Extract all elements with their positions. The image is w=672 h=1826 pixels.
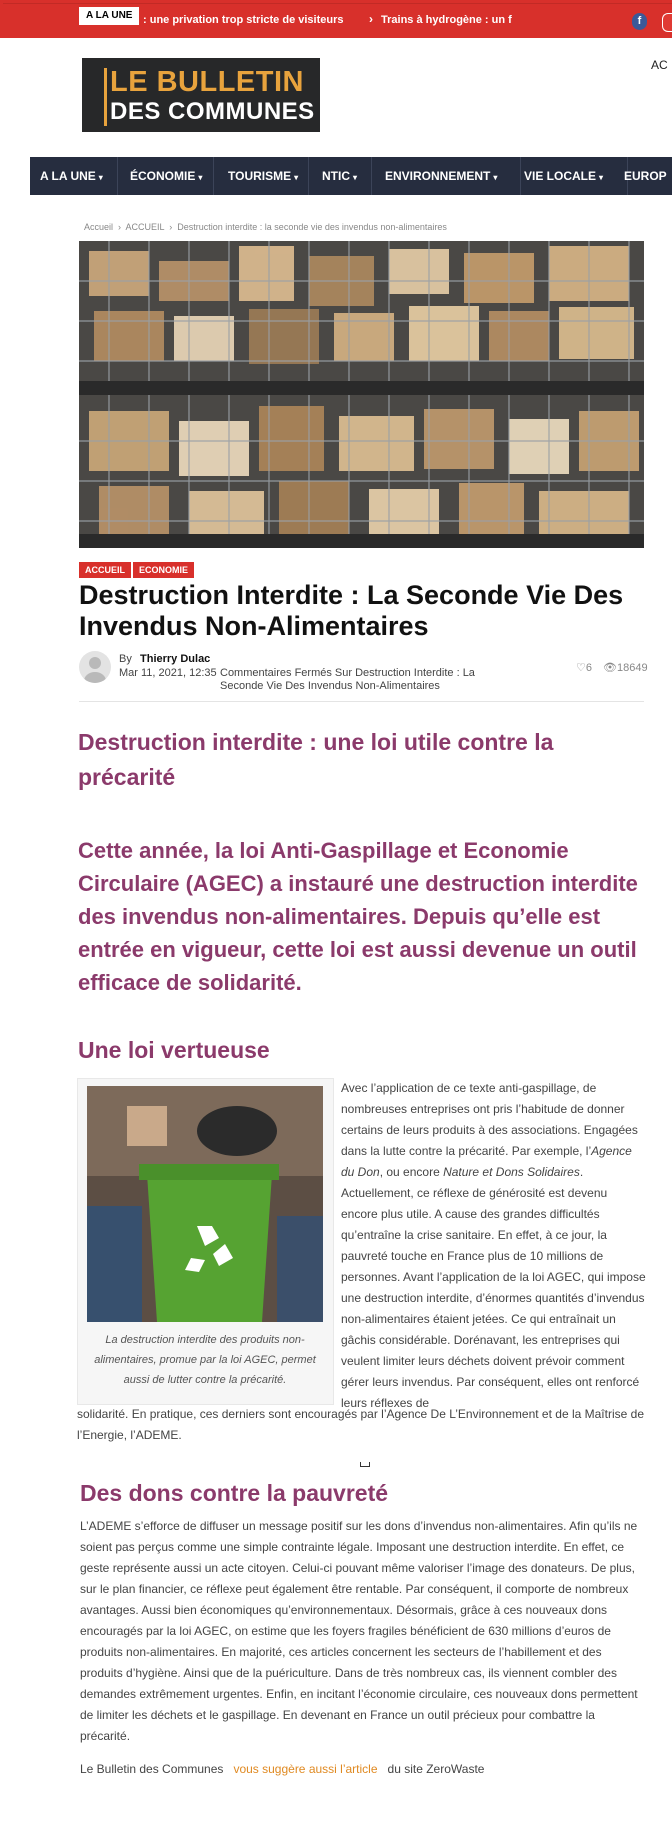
related-suffix: du site ZeroWaste xyxy=(387,1762,485,1776)
hero-illustration xyxy=(79,241,644,548)
breadcrumb-current: Destruction interdite : la seconde vie des invendus non-alimentaires xyxy=(177,222,447,232)
paragraph-loi-vertueuse-end: solidarité. En pratique, ces derniers sont encouragés par l’Agence De L’Environnement et de la Maîtrise de l’Energie, l’ADEME. xyxy=(77,1407,644,1442)
nav-item-vie-locale[interactable] xyxy=(524,157,603,195)
views-count: 18649 xyxy=(616,662,648,674)
paragraph-emphasis: Nature et Dons Solidaires xyxy=(443,1165,580,1179)
likes-count: 6 xyxy=(585,662,592,674)
nav-divider xyxy=(308,157,309,195)
paragraph-loi-vertueuse xyxy=(341,1078,646,1414)
meta-divider xyxy=(79,701,644,702)
nav-item-economie[interactable] xyxy=(130,157,202,195)
nav-item-europe[interactable] xyxy=(624,157,667,195)
meta-by-label: By xyxy=(119,653,132,665)
paragraph-emphasis: Agence du Don xyxy=(341,1144,632,1179)
comments-status: Commentaires Fermés Sur Destruction Interdite : La Seconde Vie Des Invendus Non-Alimentaires xyxy=(220,667,475,692)
publish-date: Mar 11, 2021, 12:35 xyxy=(119,667,217,679)
nav-item-a-la-une[interactable] xyxy=(40,157,103,195)
breadcrumb-separator-icon: › xyxy=(166,222,175,232)
nav-label: EUROP xyxy=(624,169,667,183)
nav-divider xyxy=(213,157,214,195)
nav-label: TOURISME xyxy=(228,169,292,183)
nav-divider xyxy=(371,157,372,195)
nav-item-environnement[interactable] xyxy=(385,157,497,195)
related-prefix: Le Bulletin des Communes xyxy=(80,1762,224,1776)
heart-icon: ♡ xyxy=(576,662,586,674)
paragraph-des-dons: L’ADEME s’efforce de diffuser un message positif sur les dons d’invendus non-alimentaires. Afin qu’ils ne soient pas perçus comme une simple contrainte légale. Imposant une destruction interdite. En effet, ce geste représente aussi un acte citoyen. Celui-ci pouvant même valoriser l’image des donateurs. De plus, sur le plan financier, ce réflexe peut également être rentable. Par conséquent, il comporte de nombreux avantages. Aussi bien économiques qu’environnementaux. Désormais, grâce à ces nouveaux dons encouragés par la loi AGEC, on estime que les foyers fragiles bénéficient de 630 millions d’euros de produits non-alimentaires. En majorité, ces articles concernent les secteurs de l’habillement et des produits d’hygiène. Ainsi que de la puériculture. Dans de très nombreux cas, ils viennent combler des demandes extrêmement urgentes. Enfin, en incitant l’économie circulaire, ces nouveaux dons permettent de limiter les déchets et le gaspillage. En devenant en France un outil précieux pour combattre la précarité. xyxy=(80,1519,638,1743)
breadcrumb-home[interactable]: Accueil xyxy=(84,222,114,232)
nav-label: NTIC xyxy=(322,169,350,183)
related-article-line xyxy=(80,1762,484,1776)
chevron-down-icon: ▾ xyxy=(599,173,604,182)
article-title: Destruction Interdite : La Seconde Vie Des Invendus Non-Alimentaires xyxy=(79,580,624,641)
heading-des-dons: Des dons contre la pauvreté xyxy=(80,1480,389,1506)
logo-divider xyxy=(104,68,107,126)
nav-label: VIE LOCALE xyxy=(524,169,597,183)
category-badge-economie[interactable]: ECONOMIE xyxy=(133,562,194,578)
paragraph-text: Avec l’application de ce texte anti-gaspillage, de nombreuses entreprises ont pris l’habitude de donner certains de leurs produits à des associations. Engagées dans la lutte contre la précarité. Par exemple, l’ xyxy=(341,1081,638,1158)
article-lead: Cette année, la loi Anti-Gaspillage et Economie Circulaire (AGEC) a instauré une destruction interdite des invendus non-alimentaires. Depuis qu’elle est entrée en vigueur, cette loi est aussi devenue un outil efficace de solidarité. xyxy=(78,838,638,995)
youtube-icon[interactable] xyxy=(662,13,672,32)
paragraph-text: , ou encore xyxy=(379,1165,444,1179)
author-name[interactable]: Thierry Dulac xyxy=(140,653,211,665)
nav-divider xyxy=(520,157,521,195)
chevron-right-icon: › xyxy=(369,12,373,26)
category-badge-accueil[interactable]: ACCUEIL xyxy=(79,562,131,578)
related-article-link[interactable]: vous suggère aussi l’article xyxy=(233,1762,378,1776)
ticker-badge: A LA UNE xyxy=(79,7,139,25)
user-icon xyxy=(79,651,111,683)
ticker-headline-2[interactable]: Trains à hydrogène : un f xyxy=(381,14,512,26)
logo-title-line1: LE BULLETIN xyxy=(110,66,304,98)
nav-item-tourisme[interactable] xyxy=(228,157,298,195)
nav-label: A LA UNE xyxy=(40,169,96,183)
ticker-headline-1[interactable]: : une privation trop stricte de visiteurs xyxy=(143,14,344,26)
paragraph-text: . Actuellement, ce réflexe de générosité est devenu encore plus utile. A cause des grandes difficultés qu’entraîne la crise sanitaire. En effet, à ce jour, la pauvreté touche en France plus de 10 millions de personnes. Avant l’application de la loi AGEC, qui impose une destruction interdite, d’énormes quantités d’invendus non-alimentaires étaient jetées. Ce qui entraînait un gâchis considérable. Dorénavant, les entreprises qui veulent limiter leurs déchets doivent prévoir comment gérer leurs invendus. Par conséquent, elles ont renforcé leurs réflexes de xyxy=(341,1165,646,1410)
author-avatar[interactable] xyxy=(79,651,111,683)
heading-intro: Destruction interdite : une loi utile contre la précarité xyxy=(78,729,554,790)
nav-label: ENVIRONNEMENT xyxy=(385,169,491,183)
chevron-down-icon: ▾ xyxy=(493,173,498,182)
logo-title-line2: DES COMMUNES xyxy=(110,98,315,125)
nav-item-ntic[interactable] xyxy=(322,157,357,195)
chevron-down-icon: ▾ xyxy=(198,173,203,182)
text-cursor-mark xyxy=(360,1462,370,1467)
eye-icon: 👁 xyxy=(603,662,617,674)
header-right-text[interactable]: AC xyxy=(651,58,668,72)
breadcrumb-section[interactable]: ACCUEIL xyxy=(125,222,165,232)
nav-label: ÉCONOMIE xyxy=(130,169,196,183)
likes-counter[interactable] xyxy=(576,661,592,674)
chevron-down-icon: ▾ xyxy=(98,173,103,182)
breadcrumb xyxy=(84,222,447,232)
facebook-icon[interactable]: f xyxy=(632,13,647,30)
recycling-bin-illustration xyxy=(87,1086,323,1322)
chevron-down-icon: ▾ xyxy=(353,173,358,182)
figure-caption: La destruction interdite des produits non-alimentaires, promue par la loi AGEC, permet aussi de lutter contre la précarité. xyxy=(94,1334,316,1386)
article-hero-image xyxy=(79,241,644,548)
nav-divider xyxy=(117,157,118,195)
chevron-down-icon: ▾ xyxy=(294,173,299,182)
figure-image xyxy=(87,1086,323,1322)
heading-une-loi-vertueuse: Une loi vertueuse xyxy=(78,1037,270,1063)
views-counter xyxy=(603,661,648,674)
main-navigation xyxy=(30,157,672,195)
breadcrumb-separator-icon: › xyxy=(115,222,124,232)
